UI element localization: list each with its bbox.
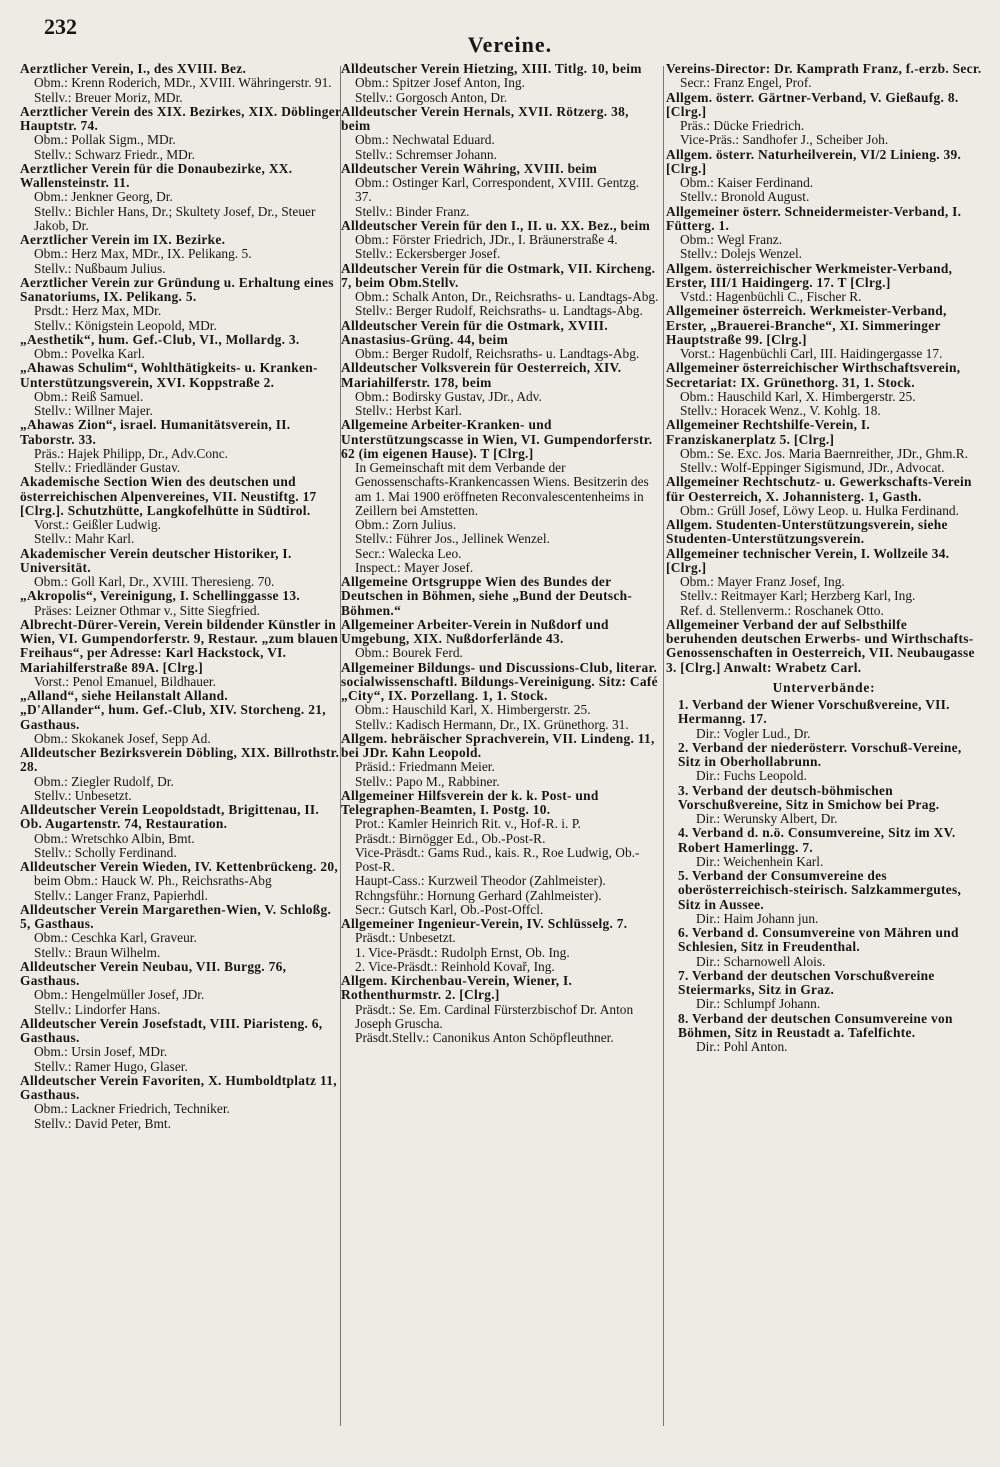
entry-detail-line: Stellv.: Braun Wilhelm.	[34, 944, 161, 960]
entry-detail-line: Obm.: Bodirsky Gustav, JDr., Adv.	[355, 388, 542, 404]
verein-name: „Ahawas Zion“, israel. Humanitätsverein, II. Taborstr. 33.	[20, 417, 291, 447]
verein-entry	[20, 746, 344, 803]
verein-name: Alldeutscher Verein Hietzing, XIII. Titlg. 10, beim	[341, 62, 642, 76]
verein-name: „D'Allander“, hum. Gef.-Club, XIV. Storcheng. 21, Gasthaus.	[20, 702, 326, 732]
verein-entry	[341, 418, 659, 575]
entry-detail-line: Präsdt.Stellv.: Canonikus Anton Schöpfleuthner.	[355, 1030, 614, 1045]
unterverband-name: 5. Verband der Consumvereine des oberösterreichisch-steirisch. Salzkammergutes, Sitz in Aussee.	[678, 868, 962, 912]
verein-name: Allgemeiner Hilfsverein der k. k. Post- und Telegraphen-Beamten, I. Postg. 10.	[341, 787, 599, 817]
column-left	[20, 62, 344, 1462]
entry-detail-line: Stellv.: Schwarz Friedr., MDr.	[34, 146, 195, 162]
verein-name: Albrecht-Dürer-Verein, Verein bildender Künstler in Wien, VI. Gumpendorferstr. 9, Restaur. „zum blauen Freihaus“, per Adresse: Karl Hackstock, VI. Mariahilferstraße 89A. [Clrg.]	[20, 616, 339, 675]
verein-name: Aerztlicher Verein des XIX. Bezirkes, XIX. Döblinger Hauptstr. 74.	[20, 103, 341, 133]
verein-entry	[341, 105, 659, 162]
entry-detail-line: Obm.: Skokanek Josef, Sepp Ad.	[34, 730, 211, 746]
verein-name: Allgem. Studenten-Unterstützungsverein, siehe Studenten-Unterstützungsverein.	[666, 517, 948, 547]
verein-name: Akademische Section Wien des deutschen und österreichischen Alpenvereines, VII. Neustiftg. 17 [Clrg.]. Schutzhütte, Langkofelhütte in Südtirol.	[20, 474, 317, 518]
verein-entry	[20, 618, 344, 689]
verein-entry	[666, 361, 982, 418]
verein-name: Alldeutscher Verein Leopoldstadt, Brigittenau, II. Ob. Augartenstr. 74, Restauration.	[20, 802, 320, 832]
entry-detail-line: Stellv.: Binder Franz.	[355, 203, 470, 219]
entry-detail-line: Dir.: Haim Johann jun.	[696, 910, 819, 926]
entry-detail-line: Stellv.: Reitmayer Karl; Herzberg Karl, Ing.	[680, 588, 916, 604]
verein-entry	[341, 361, 659, 418]
verein-name: Allgemeiner Ingenieur-Verein, IV. Schlüsselg. 7.	[341, 916, 628, 931]
verein-name: Alldeutscher Verein für die Ostmark, VII. Kircheng. 7, beim Obm.Stellv.	[341, 260, 656, 290]
verein-entry	[341, 618, 659, 661]
verein-name: Alldeutscher Verein Josefstadt, VIII. Piaristeng. 6, Gasthaus.	[20, 1015, 323, 1045]
verein-entry	[666, 418, 982, 475]
entry-detail-line: Stellv.: Berger Rudolf, Reichsraths- u. Landtags-Abg.	[355, 303, 643, 319]
verein-name: Allgem. österreichischer Werkmeister-Verband, Erster, III/1 Haidingerg. 17. T [Clrg.]	[666, 260, 953, 290]
verein-name: Aerztlicher Verein für die Donaubezirke, XX. Wallensteinstr. 11.	[20, 160, 293, 190]
entry-detail-line: Obm.: Spitzer Josef Anton, Ing.	[355, 75, 525, 91]
verein-entry	[20, 803, 344, 860]
entry-detail-line: Obm.: Jenkner Georg, Dr.	[34, 189, 173, 205]
verein-name: Alldeutscher Verein Neubau, VII. Burgg. 76, Gasthaus.	[20, 958, 287, 988]
verein-entry	[666, 618, 982, 675]
entry-detail-line: Stellv.: Mahr Karl.	[34, 531, 135, 547]
entry-detail-line: Dir.: Scharnowell Alois.	[696, 953, 826, 969]
verein-entry	[666, 148, 982, 205]
entry-detail-line: In Gemeinschaft mit dem Verbande der Genossenschafts-Krankencassen Wiens. Besitzerin des am 1. Mai 1900 eröffneten Reconvalescentenheims in Zeillern bei Amstetten.	[355, 460, 649, 518]
verein-name: Allgem. hebräischer Sprachverein, VII. Lindeng. 11, bei JDr. Kahn Leopold.	[341, 730, 655, 760]
verein-name: Allgem. österr. Naturheilverein, VI/2 Linieng. 39. [Clrg.]	[666, 146, 962, 176]
verein-entry	[341, 62, 659, 105]
unterverband-name: 6. Verband d. Consumvereine von Mähren und Schlesien, Sitz in Freudenthal.	[678, 925, 959, 955]
verein-entry	[341, 262, 659, 319]
entry-detail-line: Obm.: Nechwatal Eduard.	[355, 132, 495, 148]
verein-entry	[20, 960, 344, 1017]
entry-detail-line: Stellv.: Führer Jos., Jellinek Wenzel.	[355, 531, 550, 547]
verein-name: Allgemeiner Rechtshilfe-Verein, I. Franziskanerplatz 5. [Clrg.]	[666, 417, 871, 447]
entry-detail-line: Obm.: Pollak Sigm., MDr.	[34, 132, 176, 148]
entry-detail-line: Stellv.: Kadisch Hermann, Dr., IX. Grünethorg. 31.	[355, 716, 629, 732]
entry-detail-line: Obm.: Herz Max, MDr., IX. Pelikang. 5.	[34, 246, 252, 262]
entry-detail-line: Dir.: Pohl Anton.	[696, 1039, 788, 1054]
entry-detail-line: Obm.: Hauschild Karl, X. Himbergerstr. 25.	[680, 388, 916, 404]
verein-name: Allgemeine Ortsgruppe Wien des Bundes der Deutschen in Böhmen, siehe „Bund der Deutsch-Böhmen.“	[341, 574, 633, 618]
entry-detail-line: Obm.: Zorn Julius.	[355, 517, 457, 532]
entry-detail-line: Dir.: Fuchs Leopold.	[696, 768, 807, 784]
unterverbaende-list	[666, 698, 982, 1054]
verein-name: Akademischer Verein deutscher Historiker, I. Universität.	[20, 545, 292, 575]
verein-entry	[20, 547, 344, 590]
verein-name: „Aesthetik“, hum. Gef.-Club, VI., Mollardg. 3.	[20, 331, 300, 347]
entry-detail-line: Präsid.: Friedmann Meier.	[355, 759, 495, 775]
entry-detail-line: Stellv.: Langer Franz, Papierhdl.	[34, 887, 208, 903]
column-right	[666, 62, 982, 1462]
entry-detail-line: Obm.: Mayer Franz Josef, Ing.	[680, 574, 845, 589]
entry-detail-line: Obm.: Schalk Anton, Dr., Reichsraths- u. Landtags-Abg.	[355, 289, 659, 304]
verein-entry	[341, 974, 659, 1045]
unterverband-entry	[666, 784, 982, 827]
entry-detail-line: Obm.: Kaiser Ferdinand.	[680, 175, 814, 190]
verein-name: Allgemeiner österr. Schneidermeister-Verband, I. Fütterg. 1.	[666, 203, 962, 233]
verein-entry	[20, 475, 344, 546]
verein-entry	[341, 319, 659, 362]
entry-detail-line: Haupt-Cass.: Kurzweil Theodor (Zahlmeister).	[355, 873, 606, 889]
column-middle	[341, 62, 659, 1462]
entry-detail-line: Ref. d. Stellenverm.: Roschanek Otto.	[680, 602, 884, 618]
verein-entry	[20, 589, 344, 618]
entry-detail-line: Obm.: Wretschko Albin, Bmt.	[34, 830, 195, 846]
verein-entry	[666, 547, 982, 618]
entry-detail-line: Stellv.: Dolejs Wenzel.	[680, 246, 803, 262]
verein-entry	[20, 105, 344, 162]
entry-detail-line: Präs.: Hajek Philipp, Dr., Adv.Conc.	[34, 445, 229, 461]
verein-entry	[666, 205, 982, 262]
unterverband-entry	[666, 926, 982, 969]
verein-entry	[341, 789, 659, 917]
entry-detail-line: Stellv.: Bronold August.	[680, 189, 810, 205]
verein-entry	[341, 575, 659, 618]
verein-entry	[20, 1017, 344, 1074]
verein-name: Allgemeiner technischer Verein, I. Wollzeile 34. [Clrg.]	[666, 545, 950, 575]
verein-name: Vereins-Director: Dr. Kamprath Franz, f.-erzb. Secr.	[666, 62, 982, 76]
entry-detail-line: Dir.: Vogler Lud., Dr.	[696, 725, 811, 741]
entry-detail-line: Stellv.: Schremser Johann.	[355, 146, 497, 162]
entry-detail-line: Stellv.: Willner Majer.	[34, 403, 153, 418]
unterverband-name: 7. Verband der deutschen Vorschußvereine Steiermarks, Sitz in Graz.	[678, 967, 935, 997]
unterverbaende-heading: Unterverbände:	[772, 679, 876, 695]
verein-name: Allgemeine Arbeiter-Kranken- und Unterstützungscasse in Wien, VI. Gumpendorferstr. 62 (im eigenen Hause). T [Clrg.]	[341, 417, 653, 461]
entry-detail-line: Vice-Präs.: Sandhofer J., Scheiber Joh.	[680, 132, 889, 148]
verein-name: Allgemeiner Verband der auf Selbsthilfe beruhenden deutschen Erwerbs- und Wirthschafts-Genossenschaften in Oesterreich, VII. Neubaugasse 3. [Clrg.] Anwalt: Wrabetz Carl.	[666, 616, 975, 675]
verein-name: Alldeutscher Verein Hernals, XVII. Rötzerg. 38, beim	[341, 103, 629, 133]
verein-entry	[666, 91, 982, 148]
verein-entry	[666, 304, 982, 361]
verein-name: Allgemeiner österreich. Werkmeister-Verband, Erster, „Brauerei-Branche“, XI. Simmeringer Hauptstraße 99. [Clrg.]	[666, 303, 947, 347]
entry-detail-line: Obm.: Wegl Franz.	[680, 232, 783, 247]
verein-name: Allgemeiner Arbeiter-Verein in Nußdorf und Umgebung, XIX. Nußdorferlände 43.	[341, 616, 609, 646]
entry-detail-line: Stellv.: Unbesetzt.	[34, 787, 132, 803]
entry-detail-line: Inspect.: Mayer Josef.	[355, 559, 474, 575]
entry-detail-line: Stellv.: Bichler Hans, Dr.; Skultety Josef, Dr., Steuer Jakob, Dr.	[34, 203, 316, 233]
entry-detail-line: Obm.: Ziegler Rudolf, Dr.	[34, 773, 174, 789]
entry-detail-line: Obm.: Ceschka Karl, Graveur.	[34, 930, 197, 946]
unterverband-name: 8. Verband der deutschen Consumvereine von Böhmen, Sitz in Reustadt a. Tafelfichte.	[678, 1010, 953, 1040]
entry-detail-line: Stellv.: Ramer Hugo, Glaser.	[34, 1058, 188, 1074]
entry-detail-line: Rchngsführ.: Hornung Gerhard (Zahlmeister).	[355, 887, 602, 903]
verein-name: Allgem. österr. Gärtner-Verband, V. Gießaufg. 8. [Clrg.]	[666, 89, 959, 119]
verein-name: Aerztlicher Verein, I., des XVIII. Bez.	[20, 62, 247, 76]
entry-detail-line: Obm.: Grüll Josef, Löwy Leop. u. Hulka Ferdinand.	[680, 502, 959, 518]
unterverband-entry	[666, 698, 982, 741]
entry-detail-line: Obm.: Hengelmüller Josef, JDr.	[34, 987, 205, 1003]
unterverband-name: 4. Verband d. n.ö. Consumvereine, Sitz im XV. Robert Hamerlingg. 7.	[678, 825, 956, 855]
entry-detail-line: Obm.: Goll Karl, Dr., XVIII. Theresieng. 70.	[34, 574, 275, 589]
entry-detail-line: Stellv.: Friedländer Gustav.	[34, 460, 181, 475]
verein-entry	[341, 661, 659, 732]
entry-detail-line: beim Obm.: Hauck W. Ph., Reichsraths-Abg	[34, 873, 272, 889]
entry-detail-line: Stellv.: Breuer Moriz, MDr.	[34, 89, 183, 105]
entry-detail-line: Vorst.: Hagenbüchli Carl, III. Haidingergasse 17.	[680, 346, 943, 361]
entry-detail-line: Stellv.: Wolf-Eppinger Sigismund, JDr., Advocat.	[680, 460, 945, 475]
page-title: Vereine.	[467, 32, 553, 57]
entry-detail-line: Obm.: Berger Rudolf, Reichsraths- u. Landtags-Abg.	[355, 346, 640, 361]
verein-entry	[666, 262, 982, 305]
unterverband-name: 3. Verband der deutsch-böhmischen Vorschußvereine, Sitz in Smichow bei Prag.	[678, 782, 940, 812]
unterverband-entry	[666, 826, 982, 869]
entry-detail-line: Stellv.: David Peter, Bmt.	[34, 1115, 171, 1131]
entry-detail-line: Präses: Leizner Othmar v., Sitte Siegfried.	[34, 602, 260, 618]
verein-name: Allgemeiner österreichischer Wirthschaftsverein, Secretariat: IX. Grünethorg. 31, 1. Stock.	[666, 360, 961, 390]
entry-detail-line: Stellv.: Lindorfer Hans.	[34, 1001, 161, 1017]
entry-detail-line: Präsdt.: Unbesetzt.	[355, 930, 456, 946]
verein-entry	[341, 917, 659, 974]
entry-detail-line: Stellv.: Nußbaum Julius.	[34, 260, 166, 276]
verein-entry	[20, 333, 344, 362]
verein-entry	[20, 276, 344, 333]
verein-entry	[341, 219, 659, 262]
entry-detail-line: Prsdt.: Herz Max, MDr.	[34, 303, 162, 319]
entry-detail-line: Obm.: Povelka Karl.	[34, 346, 145, 361]
entry-detail-line: Präsdt.: Se. Em. Cardinal Fürsterzbischof Dr. Anton Joseph Gruscha.	[355, 1001, 634, 1031]
entry-detail-line: Prot.: Kamler Heinrich Rit. v., Hof-R. i. P.	[355, 816, 582, 832]
unterverband-name: 1. Verband der Wiener Vorschußvereine, VII. Hermanng. 17.	[678, 697, 950, 727]
verein-name: Alldeutscher Verein Favoriten, X. Humboldtplatz 11, Gasthaus.	[20, 1072, 337, 1102]
verein-name: Allgemeiner Bildungs- und Discussions-Club, literar. socialwissenschaftl. Bildungs-Vereinigung. Sitz: Café „City“, IX. Porzellang. 1, 1. Stock.	[341, 659, 658, 703]
verein-name: Alldeutscher Verein Wieden, IV. Kettenbrückeng. 20,	[20, 859, 338, 874]
entry-detail-line: Stellv.: Papo M., Rabbiner.	[355, 773, 500, 789]
entry-detail-line: Vorst.: Geißler Ludwig.	[34, 517, 161, 532]
entry-detail-line: 2. Vice-Präsdt.: Reinhold Kovař, Ing.	[355, 958, 555, 974]
entry-detail-line: Obm.: Se. Exc. Jos. Maria Baernreither, JDr., Ghm.R.	[680, 445, 969, 461]
entry-detail-line: Obm.: Bourek Ferd.	[355, 645, 463, 661]
right-column-entries	[666, 62, 982, 675]
verein-name: Aerztlicher Verein im IX. Bezirke.	[20, 232, 226, 247]
entry-detail-line: Stellv.: Königstein Leopold, MDr.	[34, 317, 217, 333]
verein-name: Allgemeiner Rechtschutz- u. Gewerkschafts-Verein für Oesterreich, X. Johannisterg. 1, Gasth.	[666, 474, 972, 504]
entry-detail-line: Obm.: Lackner Friedrich, Techniker.	[34, 1101, 230, 1117]
unterverband-entry	[666, 869, 982, 926]
column-divider	[663, 66, 664, 1426]
entry-detail-line: Stellv.: Eckersberger Josef.	[355, 246, 501, 262]
verein-entry	[20, 1074, 344, 1131]
entry-detail-line: Präs.: Dücke Friedrich.	[680, 118, 805, 133]
verein-name: Allgem. Kirchenbau-Verein, Wiener, I. Rothenthurmstr. 2. [Clrg.]	[341, 973, 573, 1003]
verein-entry	[20, 418, 344, 475]
entry-detail-line: 1. Vice-Präsdt.: Rudolph Ernst, Ob. Ing.	[355, 944, 570, 960]
unterverband-entry	[666, 969, 982, 1012]
page-number: 232	[44, 14, 77, 39]
entry-detail-line: Obm.: Hauschild Karl, X. Himbergerstr. 25.	[355, 702, 591, 718]
entry-detail-line: Stellv.: Gorgosch Anton, Dr.	[355, 89, 508, 105]
verein-name: „Alland“, siehe Heilanstalt Alland.	[20, 688, 229, 703]
entry-detail-line: Obm.: Ursin Josef, MDr.	[34, 1044, 168, 1060]
verein-entry	[20, 860, 344, 903]
verein-name: Aerztlicher Verein zur Gründung u. Erhaltung eines Sanatoriums, IX. Pelikang. 5.	[20, 274, 334, 304]
verein-entry	[341, 162, 659, 219]
entry-detail-line: Secr.: Walecka Leo.	[355, 545, 462, 561]
verein-name: Alldeutscher Verein für die Ostmark, XVIII. Anastasius-Grüng. 44, beim	[341, 317, 608, 347]
verein-name: Alldeutscher Volksverein für Oesterreich, XIV. Mariahilferstr. 178, beim	[341, 360, 622, 390]
verein-entry	[666, 518, 982, 547]
entry-detail-line: Obm.: Ostinger Karl, Correspondent, XVIII. Gentzg. 37.	[355, 175, 640, 205]
unterverband-entry	[666, 741, 982, 784]
verein-entry	[20, 689, 344, 703]
verein-entry	[20, 903, 344, 960]
verein-name: Alldeutscher Verein Währing, XVIII. beim	[341, 160, 598, 176]
entry-detail-line: Präsdt.: Birnögger Ed., Ob.-Post-R.	[355, 830, 546, 846]
verein-name: Alldeutscher Verein für den I., II. u. XX. Bez., beim	[341, 217, 651, 233]
entry-detail-line: Dir.: Schlumpf Johann.	[696, 996, 821, 1012]
verein-entry	[341, 732, 659, 789]
unterverband-entry	[666, 1012, 982, 1055]
verein-name: „Akropolis“, Vereinigung, I. Schellinggasse 13.	[20, 588, 300, 604]
verein-name: Alldeutscher Bezirksverein Döbling, XIX. Billrothstr. 28.	[20, 745, 340, 775]
entry-detail-line: Vice-Präsdt.: Gams Rud., kais. R., Roe Ludwig, Ob.-Post-R.	[355, 844, 640, 874]
verein-entry	[20, 361, 344, 418]
verein-entry	[666, 62, 982, 91]
unterverband-name: 2. Verband der niederösterr. Vorschuß-Vereine, Sitz in Oberhollabrunn.	[678, 739, 962, 769]
verein-name: „Ahawas Schulim“, Wohlthätigkeits- u. Kranken-Unterstützungsverein, XVI. Koppstraße 2.	[20, 360, 318, 390]
entry-detail-line: Vorst.: Penol Emanuel, Bildhauer.	[34, 673, 216, 689]
entry-detail-line: Secr.: Gutsch Karl, Ob.-Post-Offcl.	[355, 901, 544, 917]
entry-detail-line: Stellv.: Scholly Ferdinand.	[34, 844, 177, 860]
verein-name: Alldeutscher Verein Margarethen-Wien, V. Schloßg. 5, Gasthaus.	[20, 901, 332, 931]
verein-entry	[666, 475, 982, 518]
entry-detail-line: Stellv.: Herbst Karl.	[355, 403, 462, 418]
entry-detail-line: Obm.: Förster Friedrich, JDr., I. Bräunerstraße 4.	[355, 232, 618, 247]
entry-detail-line: Obm.: Krenn Roderich, MDr., XVIII. Währingerstr. 91.	[34, 75, 332, 91]
entry-detail-line: Dir.: Weichenhein Karl.	[696, 853, 824, 869]
verein-entry	[20, 162, 344, 233]
verein-entry	[20, 703, 344, 746]
entry-detail-line: Vstd.: Hagenbüchli C., Fischer R.	[680, 289, 862, 304]
entry-detail-line: Dir.: Werunsky Albert, Dr.	[696, 811, 838, 826]
verein-entry	[20, 62, 344, 105]
entry-detail-line: Obm.: Reiß Samuel.	[34, 388, 144, 404]
entry-detail-line: Secr.: Franz Engel, Prof.	[680, 75, 812, 91]
verein-entry	[20, 233, 344, 276]
entry-detail-line: Stellv.: Horacek Wenz., V. Kohlg. 18.	[680, 403, 881, 418]
